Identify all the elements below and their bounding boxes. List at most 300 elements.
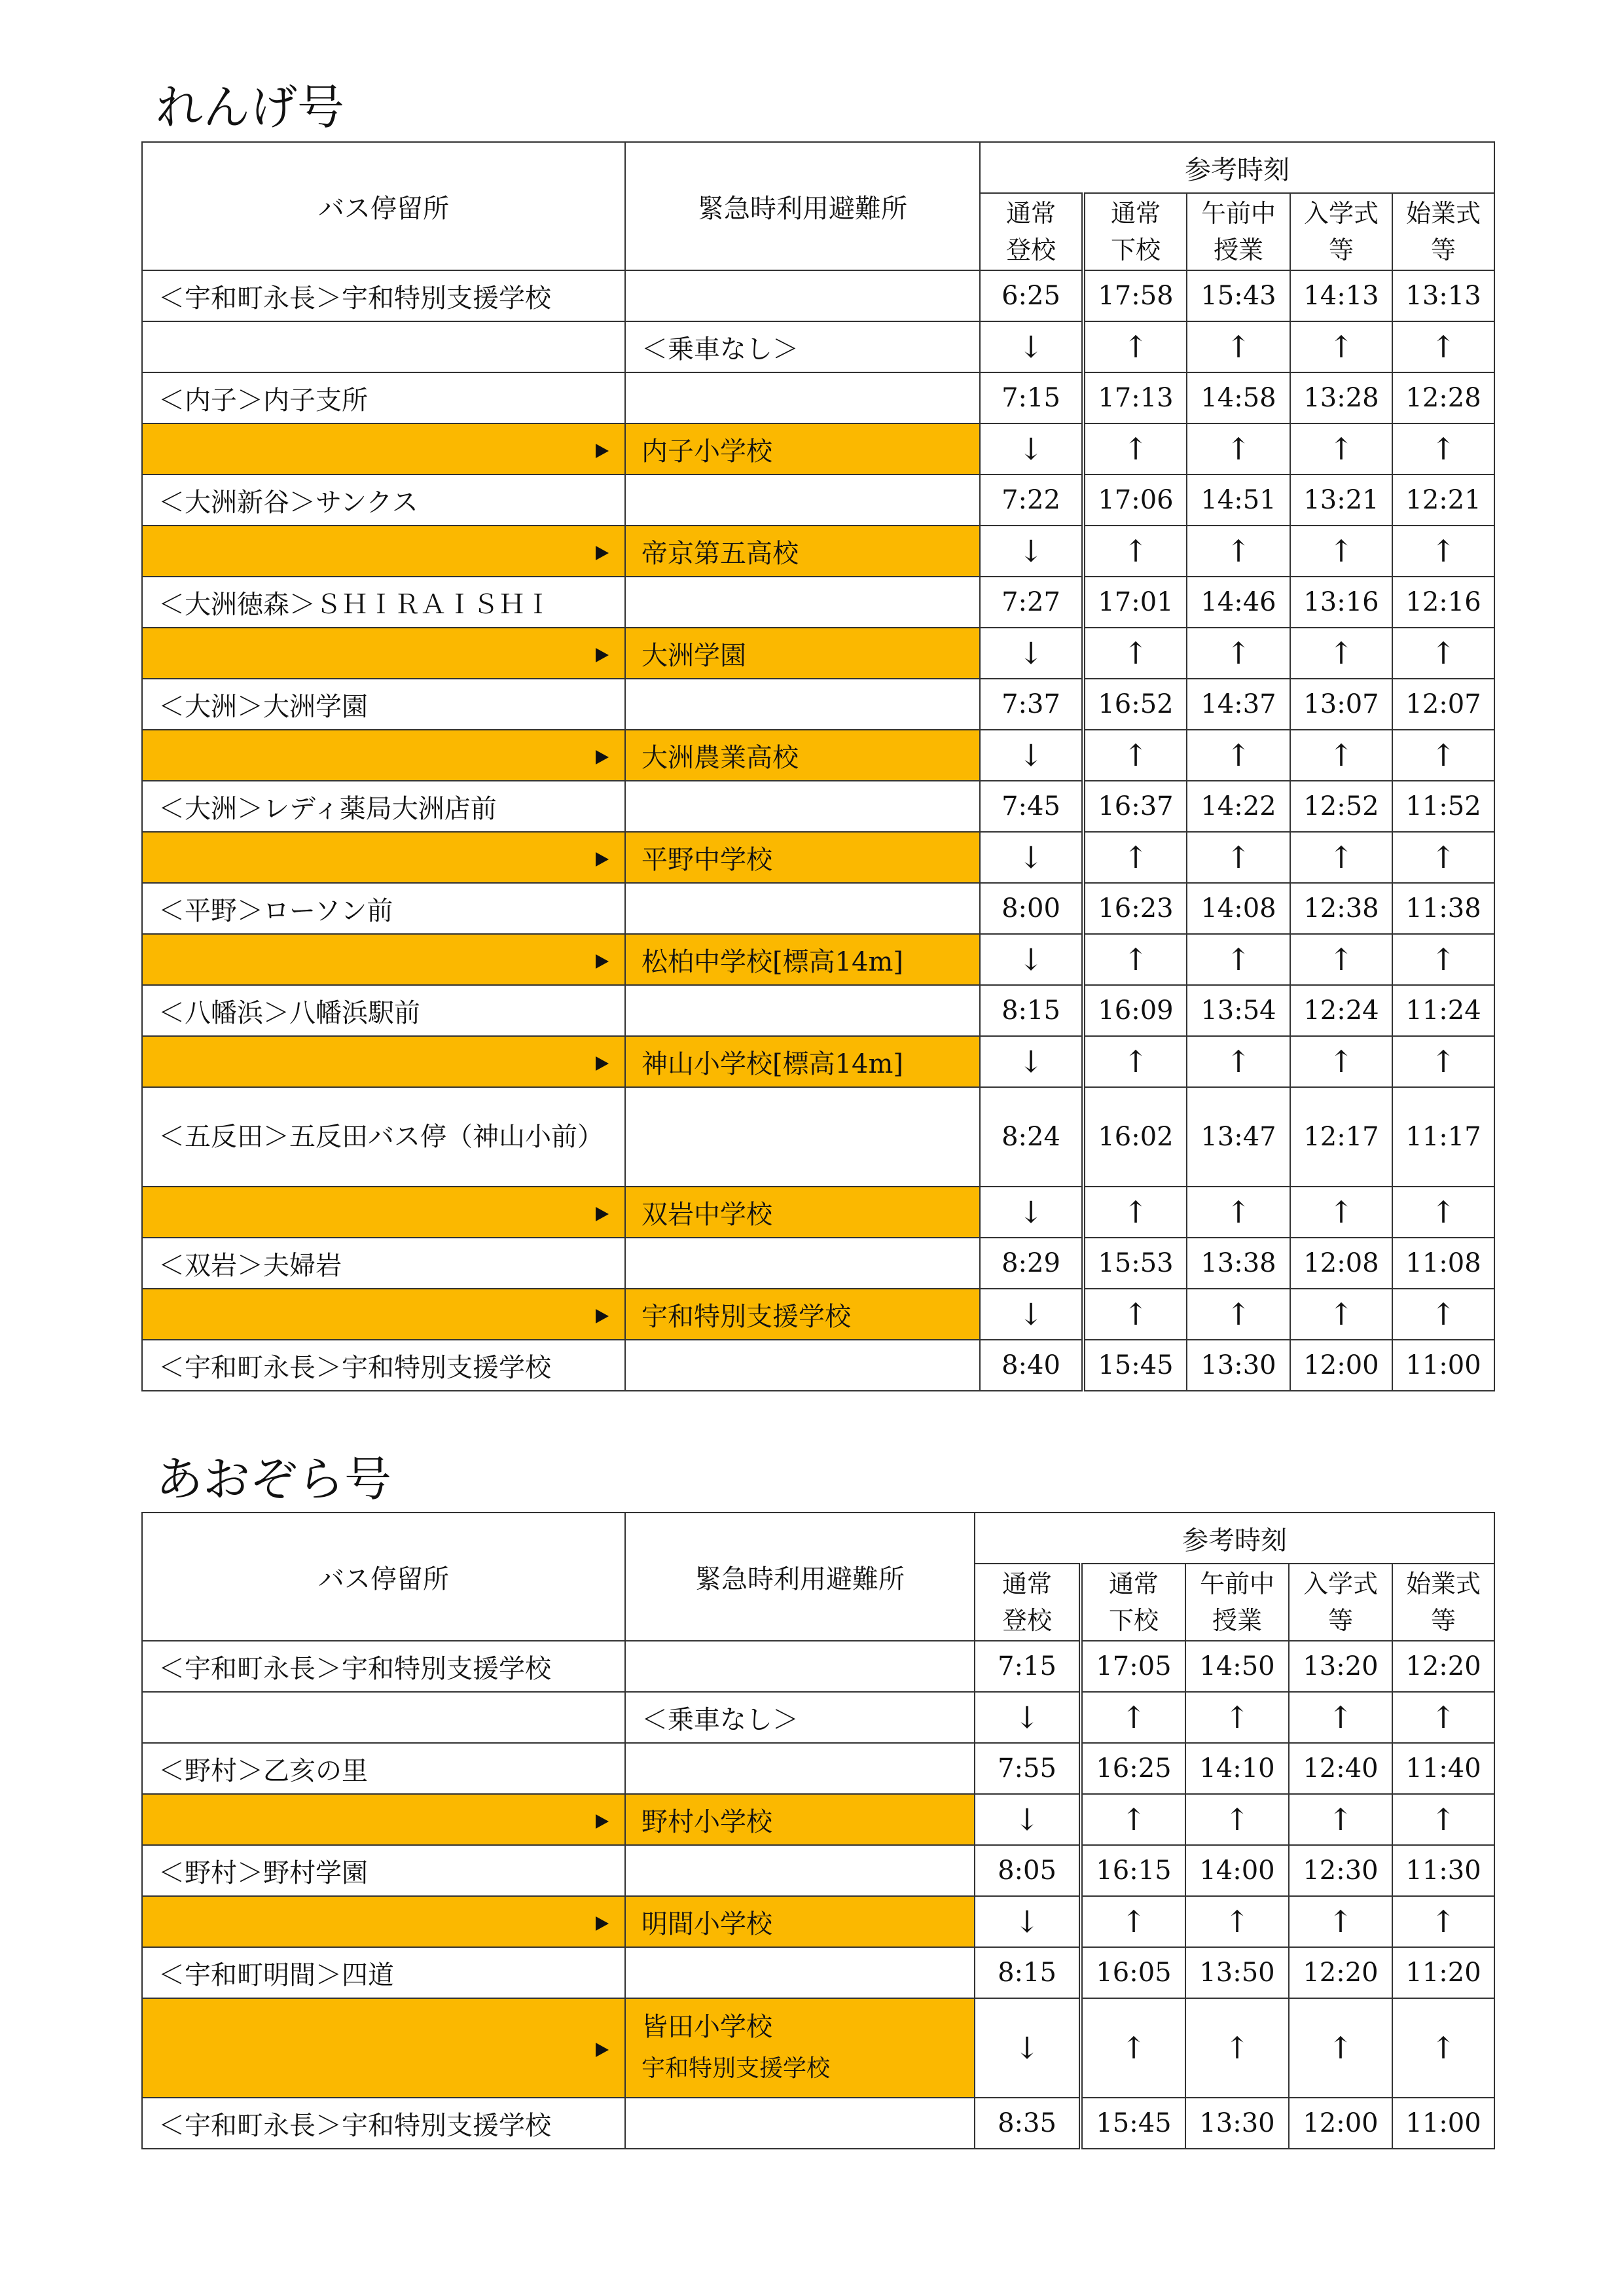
- evac-name: 平野中学校: [641, 844, 772, 875]
- table-row: [142, 1187, 1494, 1238]
- time-cell: 16:09: [1083, 985, 1187, 1036]
- stop-name: ＜野村＞野村学園: [158, 1857, 368, 1888]
- header-time-line: 通常: [1005, 199, 1056, 228]
- time-cell: 8:35: [975, 2098, 1081, 2149]
- time-cell: 12:07: [1392, 679, 1494, 730]
- stop-cell: [142, 2098, 625, 2149]
- stop-cell: [142, 832, 625, 883]
- table-row: [142, 423, 1494, 475]
- header-time-line: 入学式: [1303, 1570, 1378, 1598]
- table-row: [142, 781, 1494, 832]
- time-cell: 17:01: [1083, 577, 1187, 628]
- play-triangle-icon: [596, 1056, 609, 1071]
- evac-cell: [625, 321, 980, 372]
- stop-name: ＜大洲新谷＞サンクス: [158, 487, 418, 518]
- evac-cell: [625, 985, 980, 1036]
- up-arrow-icon: ↑: [1083, 423, 1187, 475]
- up-arrow-icon: ↑: [1290, 526, 1392, 577]
- header-time-line: 入学式: [1303, 199, 1379, 228]
- time-cell: 16:37: [1083, 781, 1187, 832]
- table-row: [142, 270, 1494, 321]
- evac-cell: [625, 1743, 975, 1794]
- header-time-4: [1392, 1564, 1494, 1641]
- up-arrow-icon: ↑: [1081, 1998, 1185, 2098]
- table-row: [142, 1289, 1494, 1340]
- table-row: [142, 1238, 1494, 1289]
- down-arrow-icon: ↓: [975, 1896, 1081, 1947]
- stop-name: ＜宇和町永長＞宇和特別支援学校: [158, 1653, 551, 1684]
- evac-name: 明間小学校: [641, 1909, 772, 1939]
- stop-cell: [142, 1087, 625, 1187]
- up-arrow-icon: ↑: [1392, 1896, 1494, 1947]
- stop-name: ＜平野＞ローソン前: [158, 895, 393, 926]
- time-cell: 11:00: [1392, 1340, 1494, 1391]
- time-cell: 11:00: [1392, 2098, 1494, 2149]
- evac-cell: [625, 1187, 980, 1238]
- time-cell: 17:13: [1083, 372, 1187, 423]
- stop-name: ＜宇和町永長＞宇和特別支援学校: [158, 283, 551, 314]
- time-cell: 7:27: [980, 577, 1083, 628]
- time-cell: 16:02: [1083, 1087, 1187, 1187]
- header-time-line: 午前中: [1199, 1570, 1274, 1598]
- renge-timetable: [141, 141, 1495, 1391]
- evac-cell: [625, 628, 980, 679]
- up-arrow-icon: ↑: [1290, 934, 1392, 985]
- header-time-0: [975, 1564, 1081, 1641]
- up-arrow-icon: ↑: [1290, 628, 1392, 679]
- table-row: [142, 730, 1494, 781]
- header-time-line: 等: [1328, 236, 1354, 264]
- time-cell: 12:24: [1290, 985, 1392, 1036]
- time-cell: 15:43: [1187, 270, 1290, 321]
- stop-cell: [142, 1238, 625, 1289]
- aozora-title: あおぞら号: [156, 1452, 392, 1507]
- play-triangle-icon: [596, 546, 609, 560]
- stop-cell: [142, 1340, 625, 1391]
- time-cell: 16:15: [1081, 1845, 1185, 1896]
- time-cell: 12:30: [1289, 1845, 1392, 1896]
- evac-cell: [625, 423, 980, 475]
- time-cell: 16:23: [1083, 883, 1187, 934]
- up-arrow-icon: ↑: [1187, 1289, 1290, 1340]
- table-row: [142, 1896, 1494, 1947]
- evac-cell: [625, 1998, 975, 2098]
- header-time-1: [1081, 1564, 1185, 1641]
- table-row: [142, 883, 1494, 934]
- up-arrow-icon: ↑: [1392, 730, 1494, 781]
- header-time-2: [1185, 1564, 1289, 1641]
- time-cell: 13:21: [1290, 475, 1392, 526]
- up-arrow-icon: ↑: [1185, 1896, 1289, 1947]
- table-row: [142, 1087, 1494, 1187]
- evac-cell: [625, 1896, 975, 1947]
- stop-cell: [142, 1845, 625, 1896]
- table-row: [142, 1794, 1494, 1845]
- up-arrow-icon: ↑: [1083, 321, 1187, 372]
- time-cell: 12:20: [1289, 1947, 1392, 1998]
- header-time-line: 午前中: [1200, 199, 1276, 228]
- up-arrow-icon: ↑: [1289, 1998, 1392, 2098]
- stop-cell: [142, 985, 625, 1036]
- time-cell: 11:38: [1392, 883, 1494, 934]
- up-arrow-icon: ↑: [1187, 628, 1290, 679]
- stop-cell: [142, 526, 625, 577]
- up-arrow-icon: ↑: [1083, 934, 1187, 985]
- header-time-3: [1290, 193, 1392, 270]
- time-cell: 7:15: [975, 1641, 1081, 1692]
- table-row: [142, 372, 1494, 423]
- header-evac: 緊急時利用避難所: [625, 142, 980, 270]
- table-row: [142, 1947, 1494, 1998]
- header-time-line: 登校: [1001, 1606, 1052, 1635]
- header-time-line: 通常: [1001, 1570, 1052, 1598]
- time-cell: 13:54: [1187, 985, 1290, 1036]
- table-row: [142, 679, 1494, 730]
- evac-cell: [625, 2098, 975, 2149]
- evac-cell: [625, 526, 980, 577]
- up-arrow-icon: ↑: [1290, 832, 1392, 883]
- time-cell: 13:38: [1187, 1238, 1290, 1289]
- table-row: [142, 321, 1494, 372]
- down-arrow-icon: ↓: [975, 1794, 1081, 1845]
- play-triangle-icon: [596, 954, 609, 969]
- table-row: [142, 985, 1494, 1036]
- up-arrow-icon: ↑: [1392, 832, 1494, 883]
- time-cell: 13:28: [1290, 372, 1392, 423]
- evac-cell: [625, 372, 980, 423]
- evac-cell: [625, 934, 980, 985]
- time-cell: 8:40: [980, 1340, 1083, 1391]
- time-cell: 15:53: [1083, 1238, 1187, 1289]
- down-arrow-icon: ↓: [980, 628, 1083, 679]
- stop-name: ＜大洲徳森＞ＳＨＩＲＡＩＳＨＩ: [158, 589, 551, 620]
- time-cell: 14:51: [1187, 475, 1290, 526]
- header-reference: 参考時刻: [980, 142, 1494, 193]
- time-cell: 17:05: [1081, 1641, 1185, 1692]
- stop-cell: [142, 423, 625, 475]
- down-arrow-icon: ↓: [980, 1187, 1083, 1238]
- table-row: [142, 1998, 1494, 2098]
- time-cell: 13:30: [1185, 2098, 1289, 2149]
- up-arrow-icon: ↑: [1289, 1692, 1392, 1743]
- stop-cell: [142, 270, 625, 321]
- time-cell: 11:08: [1392, 1238, 1494, 1289]
- up-arrow-icon: ↑: [1392, 934, 1494, 985]
- up-arrow-icon: ↑: [1083, 526, 1187, 577]
- header-reference: 参考時刻: [975, 1513, 1494, 1564]
- time-cell: 13:30: [1187, 1340, 1290, 1391]
- evac-sub-name: 宇和特別支援学校: [641, 2055, 831, 2082]
- evac-cell: [625, 679, 980, 730]
- stop-name: ＜宇和町永長＞宇和特別支援学校: [158, 2110, 551, 2141]
- time-cell: 14:00: [1185, 1845, 1289, 1896]
- time-cell: 16:25: [1081, 1743, 1185, 1794]
- time-cell: 13:07: [1290, 679, 1392, 730]
- header-time-line: 等: [1431, 1606, 1456, 1635]
- play-triangle-icon: [596, 852, 609, 867]
- down-arrow-icon: ↓: [980, 934, 1083, 985]
- header-time-1: [1083, 193, 1187, 270]
- up-arrow-icon: ↑: [1392, 1998, 1494, 2098]
- time-cell: 14:50: [1185, 1641, 1289, 1692]
- header-time-line: 授業: [1213, 236, 1263, 264]
- stop-cell: [142, 628, 625, 679]
- up-arrow-icon: ↑: [1187, 1036, 1290, 1087]
- header-time-line: 始業式: [1406, 199, 1481, 228]
- time-cell: 14:10: [1185, 1743, 1289, 1794]
- evac-name: 帝京第五高校: [641, 538, 799, 569]
- up-arrow-icon: ↑: [1392, 526, 1494, 577]
- time-cell: 7:15: [980, 372, 1083, 423]
- up-arrow-icon: ↑: [1187, 321, 1290, 372]
- down-arrow-icon: ↓: [975, 1998, 1081, 2098]
- time-cell: 6:25: [980, 270, 1083, 321]
- stop-name: ＜双岩＞夫婦岩: [158, 1250, 342, 1281]
- header-time-line: 授業: [1212, 1606, 1262, 1635]
- header-time-line: 始業式: [1406, 1570, 1481, 1598]
- up-arrow-icon: ↑: [1392, 1187, 1494, 1238]
- down-arrow-icon: ↓: [980, 423, 1083, 475]
- stop-cell: [142, 1947, 625, 1998]
- evac-cell: [625, 1036, 980, 1087]
- stop-cell: [142, 1743, 625, 1794]
- evac-cell: [625, 1794, 975, 1845]
- stop-cell: [142, 1692, 625, 1743]
- up-arrow-icon: ↑: [1083, 730, 1187, 781]
- up-arrow-icon: ↑: [1392, 321, 1494, 372]
- evac-name: 大洲農業高校: [641, 742, 799, 773]
- stop-cell: [142, 1187, 625, 1238]
- evac-cell: [625, 1087, 980, 1187]
- evac-cell: [625, 883, 980, 934]
- up-arrow-icon: ↑: [1392, 423, 1494, 475]
- header-time-3: [1289, 1564, 1392, 1641]
- play-triangle-icon: [596, 2043, 609, 2057]
- stop-name: ＜内子＞内子支所: [158, 385, 368, 416]
- time-cell: 12:17: [1290, 1087, 1392, 1187]
- up-arrow-icon: ↑: [1290, 321, 1392, 372]
- time-cell: 12:28: [1392, 372, 1494, 423]
- stop-cell: [142, 781, 625, 832]
- evac-name: ＜乗車なし＞: [641, 334, 799, 365]
- time-cell: 12:38: [1290, 883, 1392, 934]
- time-cell: 17:06: [1083, 475, 1187, 526]
- time-cell: 14:08: [1187, 883, 1290, 934]
- evac-cell: [625, 475, 980, 526]
- time-cell: 11:20: [1392, 1947, 1494, 1998]
- up-arrow-icon: ↑: [1081, 1896, 1185, 1947]
- time-cell: 11:40: [1392, 1743, 1494, 1794]
- up-arrow-icon: ↑: [1083, 832, 1187, 883]
- time-cell: 14:58: [1187, 372, 1290, 423]
- stop-name: ＜宇和町永長＞宇和特別支援学校: [158, 1352, 551, 1383]
- down-arrow-icon: ↓: [980, 832, 1083, 883]
- time-cell: 14:22: [1187, 781, 1290, 832]
- up-arrow-icon: ↑: [1083, 628, 1187, 679]
- header-time-line: 下校: [1108, 1606, 1159, 1635]
- stop-name: ＜野村＞乙亥の里: [158, 1755, 368, 1786]
- time-cell: 14:37: [1187, 679, 1290, 730]
- up-arrow-icon: ↑: [1187, 1187, 1290, 1238]
- evac-cell: [625, 730, 980, 781]
- stop-cell: [142, 679, 625, 730]
- time-cell: 7:55: [975, 1743, 1081, 1794]
- header-time-line: 等: [1327, 1606, 1353, 1635]
- header-stop: バス停留所: [142, 142, 625, 270]
- time-cell: 13:13: [1392, 270, 1494, 321]
- stop-cell: [142, 1289, 625, 1340]
- up-arrow-icon: ↑: [1290, 423, 1392, 475]
- time-cell: 7:22: [980, 475, 1083, 526]
- evac-name: 松柏中学校[標高14m]: [641, 946, 904, 977]
- table-row: [142, 1641, 1494, 1692]
- down-arrow-icon: ↓: [975, 1692, 1081, 1743]
- table-row: [142, 526, 1494, 577]
- evac-cell: [625, 1289, 980, 1340]
- down-arrow-icon: ↓: [980, 321, 1083, 372]
- up-arrow-icon: ↑: [1290, 730, 1392, 781]
- stop-name: ＜八幡浜＞八幡浜駅前: [158, 997, 420, 1028]
- time-cell: 14:13: [1290, 270, 1392, 321]
- up-arrow-icon: ↑: [1290, 1187, 1392, 1238]
- evac-cell: [625, 1692, 975, 1743]
- down-arrow-icon: ↓: [980, 730, 1083, 781]
- evac-name: 皆田小学校: [641, 2012, 772, 2042]
- up-arrow-icon: ↑: [1290, 1289, 1392, 1340]
- evac-cell: [625, 577, 980, 628]
- up-arrow-icon: ↑: [1289, 1794, 1392, 1845]
- stop-cell: [142, 1998, 625, 2098]
- up-arrow-icon: ↑: [1083, 1187, 1187, 1238]
- up-arrow-icon: ↑: [1083, 1289, 1187, 1340]
- table-row: [142, 577, 1494, 628]
- evac-cell: [625, 270, 980, 321]
- table-row: [142, 934, 1494, 985]
- time-cell: 17:58: [1083, 270, 1187, 321]
- header-evac: 緊急時利用避難所: [625, 1513, 975, 1641]
- time-cell: 16:05: [1081, 1947, 1185, 1998]
- up-arrow-icon: ↑: [1187, 423, 1290, 475]
- up-arrow-icon: ↑: [1187, 730, 1290, 781]
- stop-cell: [142, 1794, 625, 1845]
- play-triangle-icon: [596, 1916, 609, 1931]
- header-time-line: 通常: [1108, 1570, 1159, 1598]
- stop-name: ＜五反田＞五反田バス停（神山小前）: [158, 1122, 604, 1152]
- table-row: [142, 1340, 1494, 1391]
- renge-title: れんげ号: [156, 80, 345, 135]
- stop-cell: [142, 475, 625, 526]
- time-cell: 7:45: [980, 781, 1083, 832]
- up-arrow-icon: ↑: [1392, 1036, 1494, 1087]
- down-arrow-icon: ↓: [980, 1289, 1083, 1340]
- evac-name: 宇和特別支援学校: [641, 1301, 851, 1332]
- time-cell: 16:52: [1083, 679, 1187, 730]
- time-cell: 12:21: [1392, 475, 1494, 526]
- time-cell: 15:45: [1081, 2098, 1185, 2149]
- stop-name: ＜大洲＞レディ薬局大洲店前: [158, 793, 497, 824]
- header-time-line: 等: [1431, 236, 1456, 264]
- stop-cell: [142, 372, 625, 423]
- play-triangle-icon: [596, 444, 609, 458]
- header-time-line: 通常: [1110, 199, 1161, 228]
- stop-cell: [142, 577, 625, 628]
- stop-cell: [142, 730, 625, 781]
- stop-cell: [142, 1896, 625, 1947]
- evac-name: 大洲学園: [641, 640, 746, 671]
- up-arrow-icon: ↑: [1081, 1794, 1185, 1845]
- time-cell: 13:20: [1289, 1641, 1392, 1692]
- up-arrow-icon: ↑: [1392, 1289, 1494, 1340]
- time-cell: 11:30: [1392, 1845, 1494, 1896]
- header-time-line: 登校: [1005, 236, 1056, 264]
- time-cell: 8:29: [980, 1238, 1083, 1289]
- stop-cell: [142, 883, 625, 934]
- down-arrow-icon: ↓: [980, 1036, 1083, 1087]
- up-arrow-icon: ↑: [1187, 832, 1290, 883]
- stop-cell: [142, 934, 625, 985]
- time-cell: 11:52: [1392, 781, 1494, 832]
- time-cell: 8:05: [975, 1845, 1081, 1896]
- evac-cell: [625, 781, 980, 832]
- play-triangle-icon: [596, 1814, 609, 1829]
- time-cell: 12:16: [1392, 577, 1494, 628]
- time-cell: 12:00: [1289, 2098, 1392, 2149]
- time-cell: 7:37: [980, 679, 1083, 730]
- up-arrow-icon: ↑: [1185, 1794, 1289, 1845]
- up-arrow-icon: ↑: [1187, 934, 1290, 985]
- up-arrow-icon: ↑: [1083, 1036, 1187, 1087]
- header-time-2: [1187, 193, 1290, 270]
- table-row: [142, 1845, 1494, 1896]
- time-cell: 12:08: [1290, 1238, 1392, 1289]
- evac-cell: [625, 1947, 975, 1998]
- header-time-0: [980, 193, 1083, 270]
- time-cell: 11:17: [1392, 1087, 1494, 1187]
- evac-name: 内子小学校: [641, 436, 772, 467]
- time-cell: 13:16: [1290, 577, 1392, 628]
- play-triangle-icon: [596, 750, 609, 764]
- stop-cell: [142, 321, 625, 372]
- play-triangle-icon: [596, 648, 609, 662]
- stop-name: ＜大洲＞大洲学園: [158, 691, 368, 722]
- up-arrow-icon: ↑: [1185, 1692, 1289, 1743]
- header-time-4: [1392, 193, 1494, 270]
- up-arrow-icon: ↑: [1290, 1036, 1392, 1087]
- time-cell: 12:52: [1290, 781, 1392, 832]
- evac-cell: [625, 1340, 980, 1391]
- stop-cell: [142, 1036, 625, 1087]
- table-row: [142, 832, 1494, 883]
- time-cell: 13:47: [1187, 1087, 1290, 1187]
- up-arrow-icon: ↑: [1289, 1896, 1392, 1947]
- time-cell: 8:00: [980, 883, 1083, 934]
- time-cell: 8:24: [980, 1087, 1083, 1187]
- evac-cell: [625, 832, 980, 883]
- time-cell: 8:15: [975, 1947, 1081, 1998]
- time-cell: 12:40: [1289, 1743, 1392, 1794]
- evac-cell: [625, 1238, 980, 1289]
- play-triangle-icon: [596, 1207, 609, 1221]
- table-row: [142, 1743, 1494, 1794]
- evac-name: 野村小学校: [641, 1806, 772, 1837]
- evac-name: ＜乗車なし＞: [641, 1704, 799, 1735]
- down-arrow-icon: ↓: [980, 526, 1083, 577]
- up-arrow-icon: ↑: [1187, 526, 1290, 577]
- up-arrow-icon: ↑: [1185, 1998, 1289, 2098]
- time-cell: 14:46: [1187, 577, 1290, 628]
- time-cell: 15:45: [1083, 1340, 1187, 1391]
- time-cell: 11:24: [1392, 985, 1494, 1036]
